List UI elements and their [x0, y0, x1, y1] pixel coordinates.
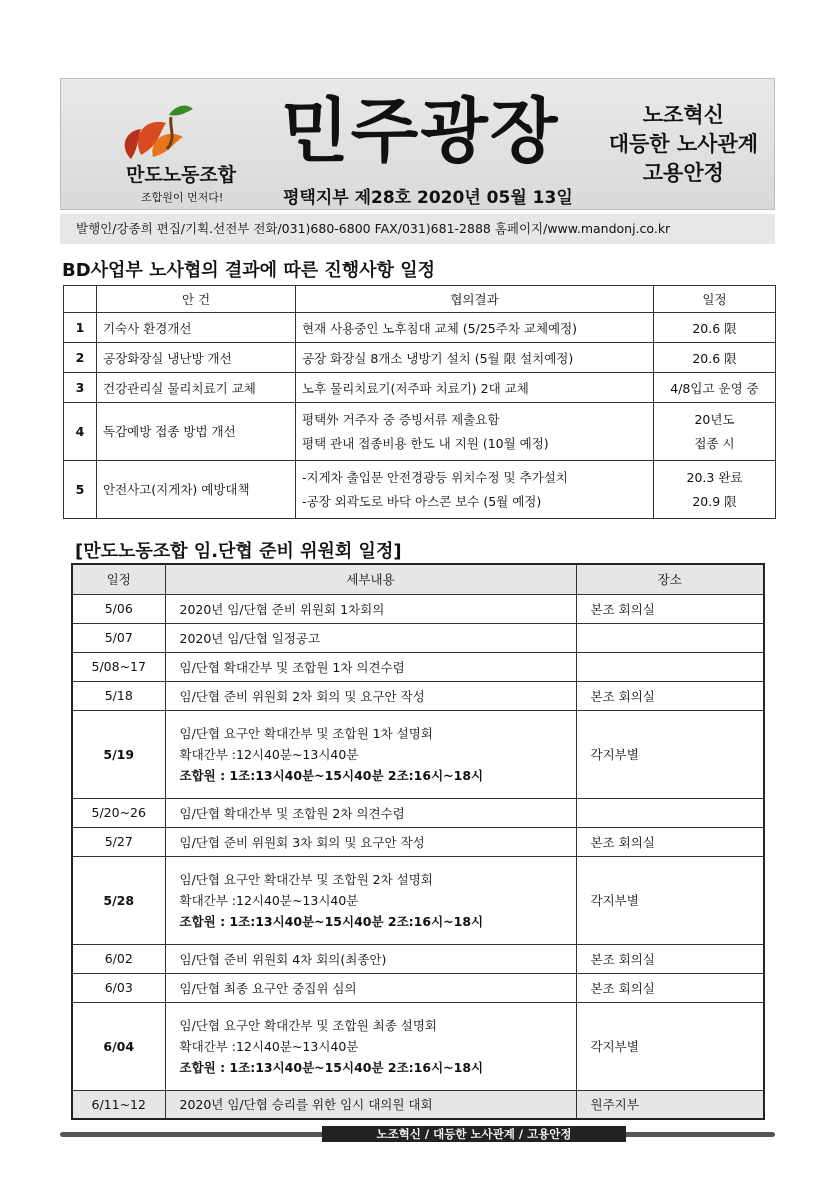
header-detail: 세부내용: [165, 564, 576, 594]
table-row: [72, 973, 764, 1002]
header-result: 협의결과: [296, 286, 654, 313]
detail-line: 임/단협 요구안 확대간부 및 조합원 2차 설명회: [179, 871, 433, 887]
masthead: [60, 78, 775, 210]
detail-line: 확대간부 :12시40분~13시40분: [179, 1038, 359, 1054]
schedule-location: 본조 회의실: [576, 594, 764, 623]
schedule: [654, 461, 776, 519]
table-header-row: [72, 564, 764, 594]
result-line: 평택外 거주자 중 증빙서류 제출요함: [302, 411, 500, 427]
table-row: [64, 313, 776, 343]
footer-slogan: 노조혁신 / 대등한 노사관계 / 고용안정: [322, 1126, 626, 1142]
schedule-detail: 임/단협 최종 요구안 중집위 심의: [165, 973, 576, 1002]
table-row: [72, 594, 764, 623]
schedule: [654, 373, 776, 403]
agenda-item: 안전사고(지게차) 예방대책: [97, 461, 296, 519]
row-number: 5: [64, 461, 97, 519]
schedule-detail: 임/단협 확대간부 및 조합원 2차 의견수렴: [165, 798, 576, 827]
schedule-date: 6/11~12: [72, 1090, 165, 1119]
schedule-date: 5/06: [72, 594, 165, 623]
row-number: 1: [64, 313, 97, 343]
result-line: -지게차 출입문 안전경광등 위치수정 및 추가설치: [302, 469, 568, 485]
table-row: [64, 373, 776, 403]
table-row: [72, 623, 764, 652]
schedule-date: 6/04: [72, 1002, 165, 1090]
schedule-location: 원주지부: [576, 1090, 764, 1119]
schedule-detail: 임/단협 준비 위원회 3차 회의 및 요구안 작성: [165, 827, 576, 856]
detail-line: 임/단협 요구안 확대간부 및 조합원 1차 설명회: [179, 725, 433, 741]
logo-slogan: 조합원이 먼저다!: [141, 191, 224, 204]
schedule-detail: 임/단협 준비 위원회 2차 회의 및 요구안 작성: [165, 681, 576, 710]
schedule: [654, 313, 776, 343]
motto-1: 노조혁신: [642, 103, 724, 127]
issue-line: 평택지부 제28호 2020년 05월 13일: [283, 188, 573, 208]
schedule-date: 6/03: [72, 973, 165, 1002]
publisher-info-bar: 발행인/강종희 편집/기획.선전부 전화/031)680-6800 FAX/031)681-2888 홈페이지/www.mandonj.co.kr: [60, 214, 775, 244]
schedule-date: 5/07: [72, 623, 165, 652]
header-date: 일정: [72, 564, 165, 594]
schedule-line: 20.6 限: [692, 320, 737, 336]
detail-line: 확대간부 :12시40분~13시40분: [179, 892, 359, 908]
bargaining-schedule-table: [71, 563, 765, 1120]
agenda-item: 독감예방 접종 방법 개선: [97, 403, 296, 461]
result-line: 공장 화장실 8개소 냉방기 설치 (5월 限 설치예정): [302, 350, 574, 366]
table-row: [72, 652, 764, 681]
header-location: 장소: [576, 564, 764, 594]
labor-council-table: [63, 285, 776, 519]
schedule-detail: 2020년 임/단협 일정공고: [165, 623, 576, 652]
detail-line: 조합원 : 1조:13시40분~15시40분 2조:16시~18시: [179, 1059, 484, 1075]
schedule-date: 5/28: [72, 856, 165, 944]
logo-script-text: 만도노동조합: [126, 164, 237, 186]
schedule-date: 5/19: [72, 710, 165, 798]
schedule-location: 본조 회의실: [576, 827, 764, 856]
header-no: [64, 286, 97, 313]
schedule-location: 각지부별: [576, 710, 764, 798]
council-result: [296, 403, 654, 461]
header-item: 안 건: [97, 286, 296, 313]
table-row: [72, 681, 764, 710]
table-row: [64, 403, 776, 461]
schedule-line: 4/8입고 운영 중: [670, 380, 759, 396]
table-row: [72, 944, 764, 973]
council-result: [296, 373, 654, 403]
newsletter-title: 민주광장: [281, 90, 560, 172]
schedule-location: [576, 623, 764, 652]
schedule-location: 본조 회의실: [576, 681, 764, 710]
table-row: [72, 1090, 764, 1119]
result-line: 노후 물리치료기(저주파 치료기) 2대 교체: [302, 380, 529, 396]
row-number: 2: [64, 343, 97, 373]
detail-line: 확대간부 :12시40분~13시40분: [179, 746, 359, 762]
schedule-date: 5/18: [72, 681, 165, 710]
schedule: [654, 403, 776, 461]
council-result: [296, 313, 654, 343]
table-row: [72, 710, 764, 798]
schedule-location: [576, 652, 764, 681]
schedule-location: 본조 회의실: [576, 973, 764, 1002]
schedule-location: 각지부별: [576, 1002, 764, 1090]
schedule-detail: 2020년 임/단협 준비 위원회 1차회의: [165, 594, 576, 623]
schedule-detail: [165, 1002, 576, 1090]
section2-title: [만도노동조합 임.단협 준비 위원회 일정]: [75, 541, 402, 562]
schedule-detail: 임/단협 준비 위원회 4차 회의(최종안): [165, 944, 576, 973]
table-row: [72, 856, 764, 944]
result-line: 평택 관내 접종비용 한도 내 지원 (10월 예정): [302, 435, 549, 451]
result-line: -공장 외곽도로 바닥 아스콘 보수 (5월 예정): [302, 493, 542, 509]
table-row: [72, 827, 764, 856]
row-number: 3: [64, 373, 97, 403]
schedule-detail: [165, 856, 576, 944]
schedule-line: 20.9 限: [692, 493, 737, 509]
union-logo: [71, 95, 237, 204]
detail-line: 조합원 : 1조:13시40분~15시40분 2조:16시~18시: [179, 913, 484, 929]
schedule-location: 본조 회의실: [576, 944, 764, 973]
schedule-line: 20년도: [694, 411, 735, 427]
motto-2: 대등한 노사관계: [608, 132, 758, 156]
schedule-line: 20.6 限: [692, 350, 737, 366]
result-line: 현재 사용중인 노후침대 교체 (5/25주차 교체예정): [302, 320, 578, 336]
schedule: [654, 343, 776, 373]
table-header-row: [64, 286, 776, 313]
footer-bar: [60, 1128, 775, 1140]
schedule-date: 5/27: [72, 827, 165, 856]
section1-title: BD사업부 노사협의 결과에 따른 진행사항 일정: [62, 260, 435, 281]
detail-line: 조합원 : 1조:13시40분~15시40분 2조:16시~18시: [179, 767, 484, 783]
schedule-line: 접종 시: [694, 435, 735, 451]
table-row: [64, 343, 776, 373]
header-schedule: 일정: [654, 286, 776, 313]
schedule-date: 6/02: [72, 944, 165, 973]
schedule-date: 5/20~26: [72, 798, 165, 827]
schedule-location: [576, 798, 764, 827]
detail-line: 임/단협 요구안 확대간부 및 조합원 최종 설명회: [179, 1017, 437, 1033]
council-result: [296, 343, 654, 373]
schedule-detail: [165, 710, 576, 798]
schedule-line: 20.3 완료: [686, 469, 743, 485]
schedule-location: 각지부별: [576, 856, 764, 944]
row-number: 4: [64, 403, 97, 461]
agenda-item: 건강관리실 물리치료기 교체: [97, 373, 296, 403]
motto-3: 고용안정: [642, 161, 724, 185]
council-result: [296, 461, 654, 519]
table-row: [64, 461, 776, 519]
table-row: [72, 798, 764, 827]
schedule-detail: 임/단협 확대간부 및 조합원 1차 의견수렴: [165, 652, 576, 681]
schedule-date: 5/08~17: [72, 652, 165, 681]
agenda-item: 공장화장실 냉난방 개선: [97, 343, 296, 373]
motto-block: [609, 101, 758, 188]
table-row: [72, 1002, 764, 1090]
schedule-detail: 2020년 임/단협 승리를 위한 임시 대의원 대회: [165, 1090, 576, 1119]
agenda-item: 기숙사 환경개선: [97, 313, 296, 343]
